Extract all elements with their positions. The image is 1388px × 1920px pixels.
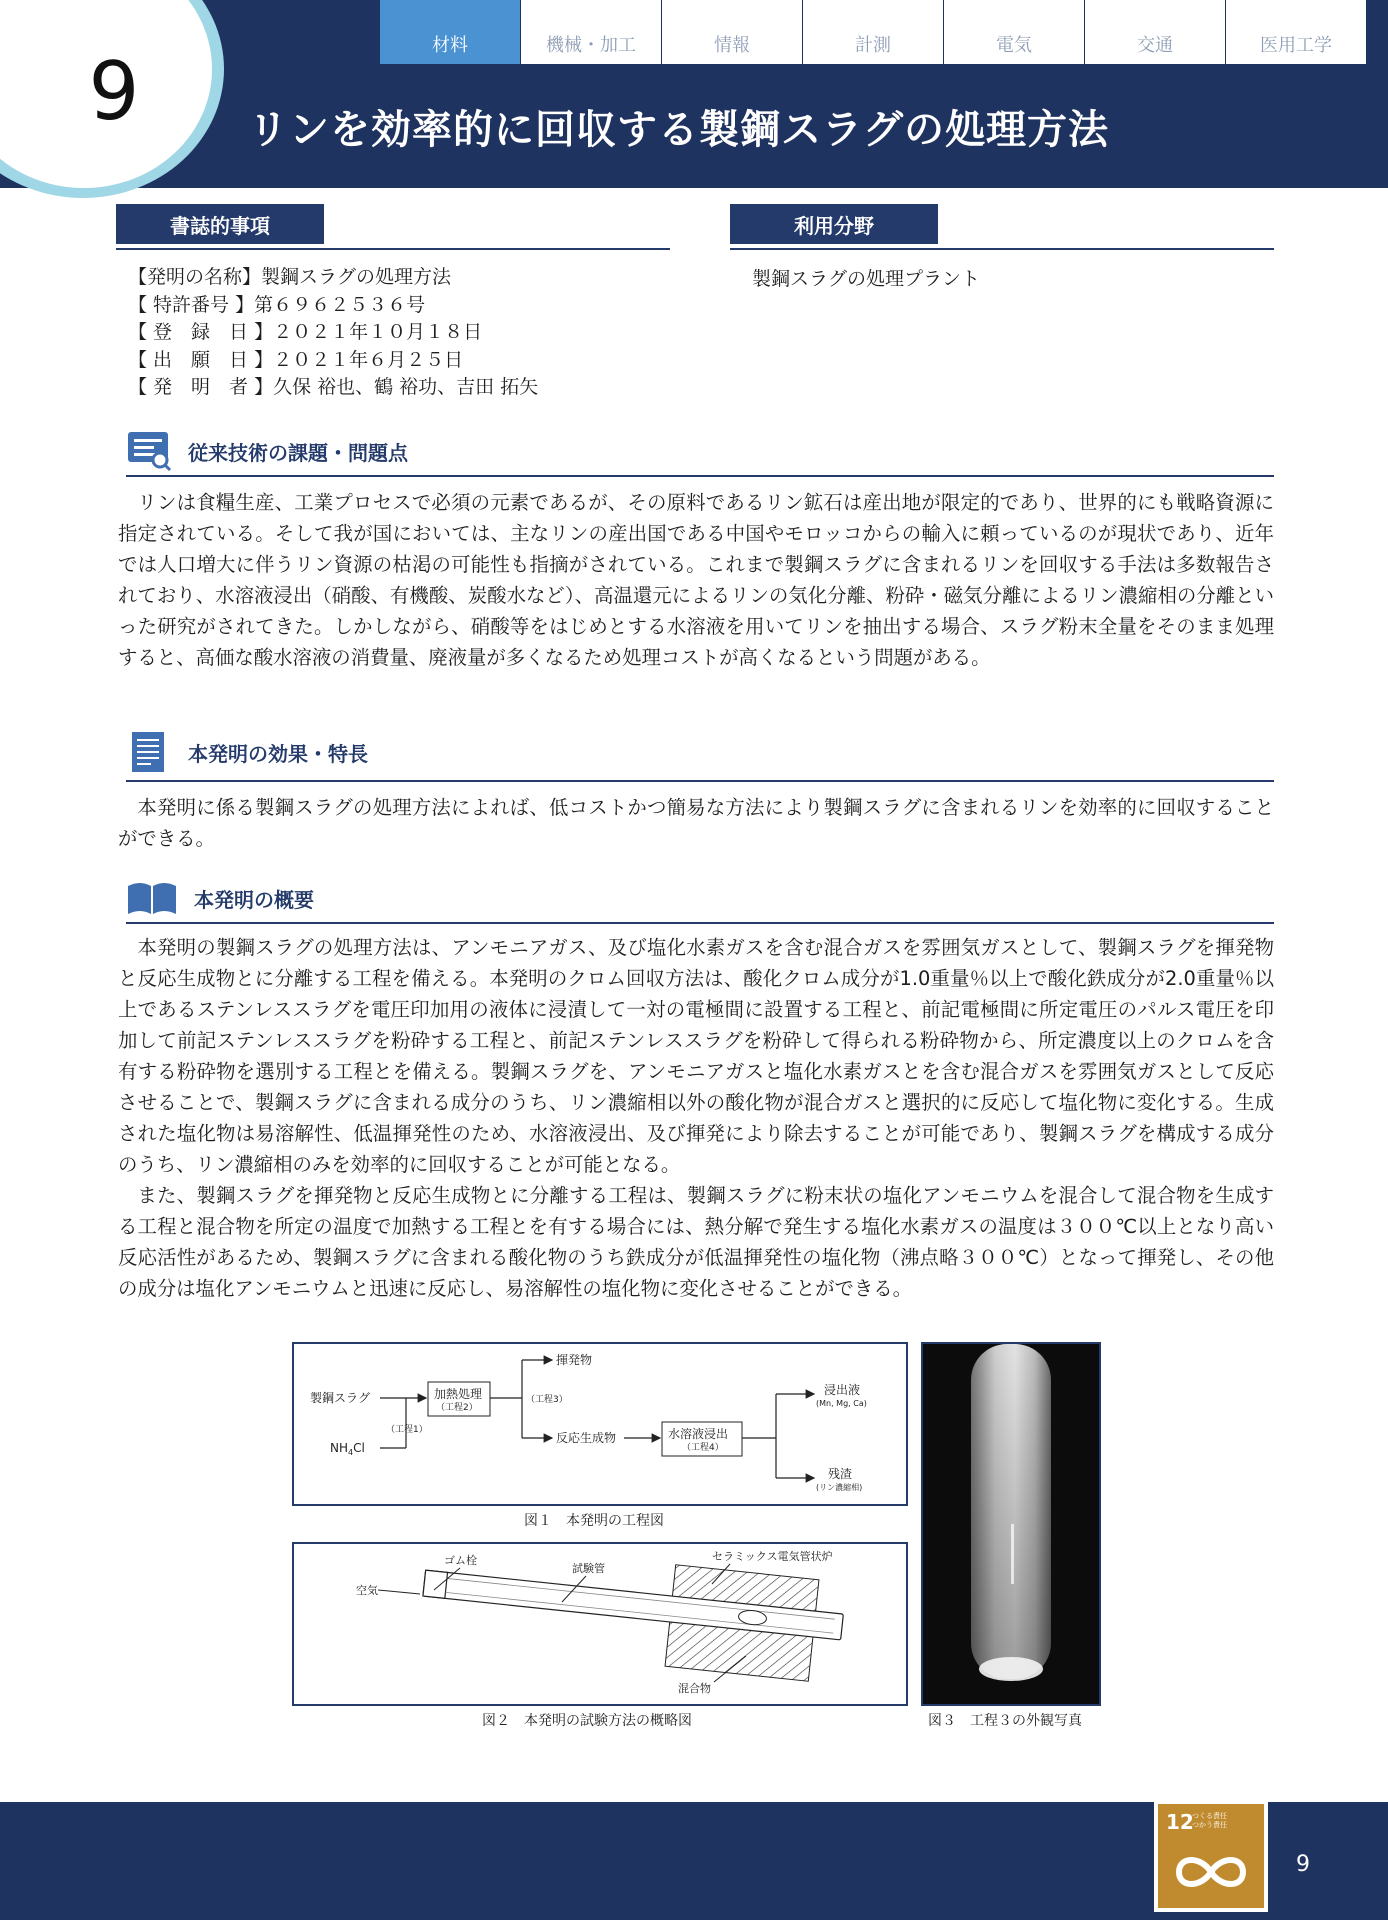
section-effect-body [118,792,1274,854]
tab-transport[interactable]: 交通 [1085,0,1225,64]
sdg-label [1192,1812,1227,1830]
biblio-list [128,264,538,402]
fig1-leaching: 水溶液浸出 [668,1427,729,1441]
biblio-inventors: 【 発 明 者 】久保 裕也、鶴 裕功、吉田 拓矢 [128,376,539,398]
fig1-nh4cl-label: $NH_4Cl$ [330,1441,365,1457]
fig2-rubber-stopper: ゴム栓 [444,1554,477,1567]
effect-paragraph: 本発明に係る製鋼スラグの処理方法によれば、低コストかつ簡易な方法により製鋼スラグに含まれるリンを効率的に回収することができる。 [118,796,1274,850]
tab-mechanical[interactable]: 機械・加工 [521,0,661,64]
sdg-12-badge [1154,1800,1268,1912]
biblio-label: 書誌的事項 [116,204,324,244]
figure-1-caption: 図１ 本発明の工程図 [524,1513,664,1529]
biblio-title: 【発明の名称】製鋼スラグの処理方法 [128,266,452,288]
fig1-slag-label: 製鋼スラグ [310,1391,371,1405]
fig1-step2: （工程2） [436,1403,478,1413]
tab-electric[interactable]: 電気 [944,0,1084,64]
document-icon [126,730,172,774]
fig1-residue-note: (リン濃縮相) [816,1483,863,1492]
fig1-leachate-elements: (Mn, Mg, Ca) [816,1399,867,1408]
search-document-icon [126,430,172,472]
fig1-step4: （工程4） [682,1443,724,1453]
tab-information[interactable]: 情報 [662,0,802,64]
fig2-mixture: 混合物 [678,1682,711,1695]
category-tabs [380,0,1367,64]
tab-measurement[interactable]: 計測 [803,0,943,64]
section-overview-body [118,932,1274,1304]
fig1-residue: 残渣 [828,1467,853,1481]
fig1-step1: （工程1） [386,1425,428,1435]
figure-2-apparatus-diagram [292,1542,908,1706]
fig1-reaction-product: 反応生成物 [556,1431,617,1445]
section-effect-title: 本発明の効果・特長 [188,741,368,766]
sdg-label-line1: つくる責任 [1192,1812,1227,1820]
figure-1-process-diagram [292,1342,908,1506]
section-problem-heading [126,430,408,472]
figure-2-caption: 図２ 本発明の試験方法の概略図 [482,1713,692,1729]
section-effect-heading [126,730,368,774]
fig1-leachate: 浸出液 [824,1383,861,1397]
usage-label: 利用分野 [730,204,938,244]
fig2-furnace: セラミックス電気管状炉 [712,1550,833,1563]
section-overview-title: 本発明の概要 [194,887,314,912]
section-overview-heading [126,880,314,916]
overview-paragraph-2: また、製鋼スラグを揮発物と反応生成物とに分離する工程は、製鋼スラグに粉末状の塩化アンモニウムを混合して混合物を生成する工程と混合物を所定の温度で加熱する工程とを有する場合には、熱分解で発生する塩化水素ガスの温度は３００℃以上となり高い反応活性があるため、製鋼スラグに含まれる酸化物のうち鉄成分が低温揮発性の塩化物（沸点略３００℃）となって揮発し、その他の成分は塩化アンモニウムと迅速に反応し、易溶解性の塩化物に変化させることができる。 [118,1184,1274,1300]
section-problem-rule [126,475,1274,477]
section-problem-title: 従来技術の課題・問題点 [188,440,408,465]
biblio-rule [116,248,670,250]
usage-text: 製鋼スラグの処理プラント [752,268,981,290]
biblio-filing-date: 【 出 願 日 】２０２１年６月２５日 [128,348,464,371]
fig1-volatile: 揮発物 [556,1353,593,1367]
infinity-icon [1171,1852,1251,1892]
overview-paragraph-1: 本発明の製鋼スラグの処理方法は、アンモニアガス、及び塩化水素ガスを含む混合ガスを雰囲気ガスとして、製鋼スラグを揮発物と反応生成物とに分離する工程を備える。本発明のクロム回収方法は、酸化クロム成分が1.0重量％以上で酸化鉄成分が2.0重量％以上であるステンレススラグを電圧印加用の液体に浸漬して一対の電極間に設置する工程と、前記電極間に所定電圧のパルス電圧を印加して前記ステンレススラグを粉砕する工程と、前記ステンレススラグを粉砕して得られる粉砕物から、所定濃度以上のクロムを含有する粉砕物を選別する工程とを備える。製鋼スラグを、アンモニアガスと塩化水素ガスとを含む混合ガスを雰囲気ガスとして反応させることで、製鋼スラグに含まれる成分のうち、リン濃縮相以外の酸化物が混合ガスと選択的に反応して塩化物に変化する。生成された塩化物は易溶解性、低温揮発性のため、水溶液浸出、及び揮発により除去することが可能であり、製鋼スラグを構成する成分のうち、リン濃縮相のみを効率的に回収することが可能となる。 [118,936,1274,1176]
fig2-test-tube: 試験管 [572,1562,605,1575]
page-number: 9 [1296,1852,1310,1877]
problem-paragraph: リンは食糧生産、工業プロセスで必須の元素であるが、その原料であるリン鉱石は産出地が限定的であり、世界的にも戦略資源に指定されている。そして我が国においては、主なリンの産出国である中国やモロッコからの輸入に頼っているのが現状であり、近年では人口増大に伴うリン資源の枯渇の可能性も指摘がされている。これまで製鋼スラグに含まれるリンを回収する手法は多数報告されており、水溶液浸出（硝酸、有機酸、炭酸水など）、高温還元によるリンの気化分離、粉砕・磁気分離によるリン濃縮相の分離といった研究がされてきた。しかしながら、硝酸等をはじめとする水溶液を用いてリンを抽出する場合、スラグ粉末全量をそのまま処理すると、高価な酸水溶液の消費量、廃液量が多くなるため処理コストが高くなるという問題がある。 [118,491,1274,669]
section-effect-rule [126,780,1274,782]
biblio-patent-number: 【 特許番号 】第６９６２５３６号 [128,293,426,316]
tab-medical[interactable]: 医用工学 [1226,0,1366,64]
chapter-number: 9 [88,44,140,138]
section-problem-body [118,487,1274,673]
fig2-air: 空気 [356,1584,378,1597]
page-title: リンを効率的に回収する製鋼スラグの処理方法 [248,107,1109,153]
figure-3-photo [921,1342,1101,1706]
sdg-label-line2: つかう責任 [1192,1821,1227,1829]
sdg-number: 12 [1166,1810,1194,1834]
fig1-step3: （工程3） [526,1395,568,1405]
section-overview-rule [126,922,1274,924]
tab-materials[interactable]: 材料 [380,0,520,64]
fig1-heating: 加熱処理 [434,1387,483,1401]
open-book-icon [126,880,178,916]
biblio-registration-date: 【 登 録 日 】２０２１年１０月１８日 [128,321,483,343]
figure-3-caption: 図３ 工程３の外観写真 [928,1713,1082,1729]
usage-rule [730,248,1274,250]
